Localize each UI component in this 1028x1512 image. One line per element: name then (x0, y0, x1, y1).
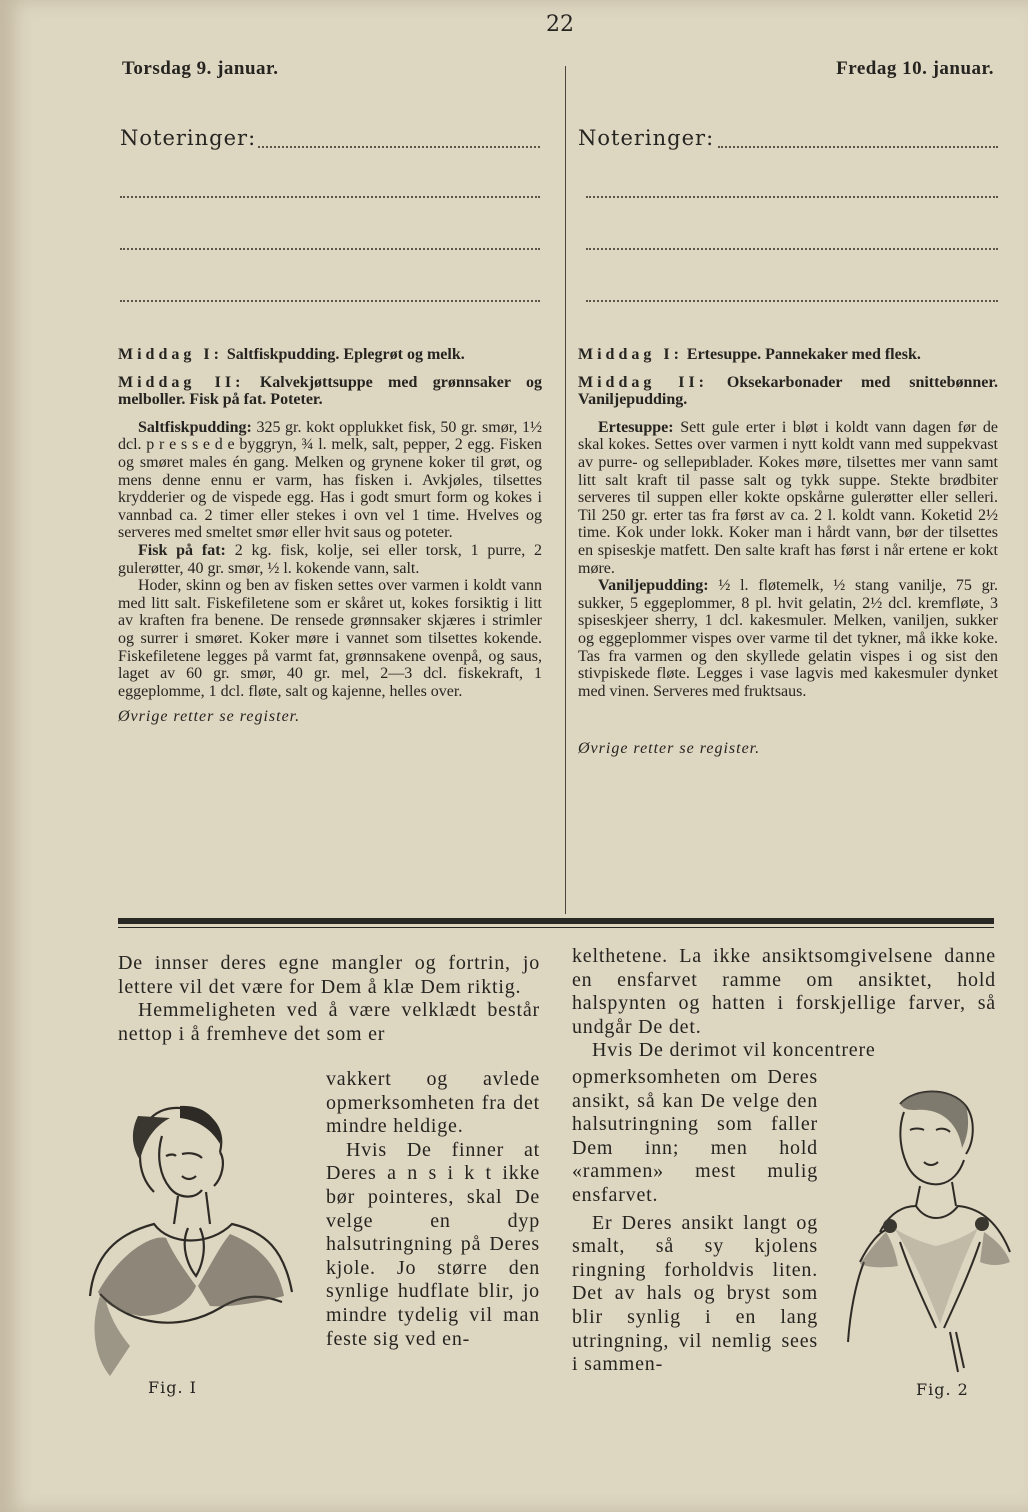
notes-right (578, 126, 714, 150)
fig-2-illustration (840, 1082, 1028, 1382)
menu-1-left: Middag I: Saltfiskpudding. Eplegrøt og melk. (118, 346, 465, 363)
recipe-ertesuppe: Ertesuppe: Sett gule erter i bløt i koldt vann dagen før de skal kokes. Settes over varmen i nytt koldt vann med suppekvast av purre- og sellериblader. Kokes møre, tilsettes mer vann samt litt salt kraft til passe salt og tykk suppe. Stekte brødbiter serveres til suppen eller kokte opskårne gulerøtter eller selleri. Til 250 gr. erter tas fra først av ca. 2 l. koldt vann. Koketid 2½ time. Kok under lokk. Koker man i hårdt vann, bør der tilsettes en spiseskje matfett. Den salte kraft has først i når ertene er kokt møre. (578, 418, 999, 577)
article-paragraph: vakkert og avlede opmerksomheten fra det mindre heldige. (326, 1068, 540, 1138)
notes-left (120, 126, 256, 150)
article-paragraph: Hvis De finner at Deres a n s i k t ikke bør pointeres, skal De velge en dyp halsutringning på Deres kjole. Jo større den synlige hudflate blir, jo mindre tydelig vil man feste sig ved en- (326, 1138, 540, 1350)
article-paragraph: De innser deres egne mangler og fortrin, jo lettere vil det være for Dem å klæ Dem riktig. (118, 952, 540, 998)
article-paragraph: kelthetene. La ikke ansiktsomgivelsene danne en ensfarvet ramme om ansiktet, hold halspynten og hatten i forskjellige farver, så undgår De det. (572, 945, 996, 1038)
article-col-2 (572, 945, 996, 1063)
column-divider (565, 66, 566, 914)
notes-label-left: Noteringer: (120, 126, 257, 150)
fig-1-illustration (70, 1096, 320, 1386)
article-paragraph: Hemmeligheten ved å være velklædt består nettop i å fremheve det som er (118, 999, 540, 1045)
section-rule (118, 918, 994, 924)
notes-line[interactable] (586, 300, 998, 302)
article-col-1 (118, 952, 540, 1046)
article-col-1-wrap (326, 1068, 540, 1351)
menu-2-right: Middag II: Oksekarbonader med snittebønner. Vaniljepudding. (578, 373, 998, 409)
footer-left: Øvrige retter se register. (118, 708, 301, 726)
article-paragraph: Er Deres ansikt langt og smalt, så sy kjolens ringning forholdvis liten. Det av hals og bryst som blir synlig i en lang utringning, vil nemlig sees i sammen- (572, 1211, 818, 1376)
recipe-fisk-pa-fat-method: Hoder, skinn og ben av fisken settes over varmen i koldt vann med litt salt. Fiskefiletene som er skåret ut, kokes forsiktig i litt av kraften fra benene. De rensede grønnsaker skjæres i strimler og surrer i smøret. Koker møre i vannet som tilsettes kokende. Fiskefiletene legges på varmt fat, grønnsakene ovenpå, og saus, laget av 60 gr. smør, 40 gr. mel, 2—3 dcl. fiskekraft, 1 eggeplomme, 1 dcl. fløte, salt og kajenne, helles over. (118, 577, 542, 700)
recipes-right (578, 346, 998, 758)
menu-1-right: Middag I: Ertesuppe. Pannekaker med flesk. (578, 346, 921, 363)
recipe-fisk-pa-fat: Fisk på fat: 2 kg. fisk, kolje, sei eller torsk, 1 purre, 2 gulerøtter, 40 gr. smør, ½ l. kokende vann, salt. (118, 541, 543, 577)
notes-line[interactable] (120, 196, 540, 198)
recipes-left (118, 346, 542, 726)
article-col-2-wrap (572, 1066, 818, 1377)
notes-label-right: Noteringer: (578, 126, 715, 150)
menu-2-left: Middag II: Kalvekjøttsuppe med grønnsaker og melboller. Fisk på fat. Poteter. (118, 373, 542, 409)
recipe-vaniljepudding: Vaniljepudding: ½ l. fløtemelk, ½ stang vanilje, 75 gr. sukker, 5 eggeplommer, 8 pl. hvit gelatin, 2½ dcl. kremfløte, 3 spiseskjeer sherry, 1 dcl. kakesmuler. Melken, vaniljen, sukker og eggeplommer vispes over varme til det tykner, må ikke koke. Tas fra varmen og den skyllede gelatin vispes i og sist den stivpiskede fløte. Legges i vase lagvis med kakesmuler dynket med vinen. Serveres med fruktsaus. (578, 577, 999, 700)
notes-line[interactable] (120, 248, 540, 250)
fig-2-caption: Fig. 2 (916, 1380, 969, 1399)
recipe-saltfiskpudding: Saltfiskpudding: 325 gr. kokt opplukket fisk, 50 gr. smør, 1½ dcl. p r e s s e d e byggryn, ¾ l. melk, salt, pepper, 2 egg. Fisken og smøret males én gang. Melken og grynene koker til grøt, og mens denne ennu er varm, has fisken i. Avkjøles, tilsettes krydderier og de vispede egg. Has i godt smurt form og kokes i vannbad ca. 2 timer eller stekes i ovn vel 1 time. Hvelves og serveres med smeltet smør eller hvit saus og poteter. (118, 418, 543, 542)
notes-line[interactable] (586, 196, 998, 198)
page-number: 22 (546, 12, 574, 37)
notes-line[interactable] (258, 146, 540, 148)
notes-line[interactable] (120, 300, 540, 302)
article-paragraph: Hvis De derimot vil koncentrere (592, 1039, 876, 1062)
article-paragraph: opmerksomheten om Deres ansikt, så kan De velge den halsutringning som faller Dem inn; men hold «rammen» mest mulig ensfarvet. (572, 1066, 818, 1206)
date-thursday: Torsdag 9. januar. (122, 58, 279, 79)
notes-line[interactable] (718, 146, 998, 148)
date-friday: Fredag 10. januar. (836, 58, 994, 79)
footer-right: Øvrige retter se register. (578, 740, 761, 758)
fig-1-caption: Fig. I (148, 1378, 197, 1397)
notes-line[interactable] (586, 248, 998, 250)
section-rule-thin (118, 927, 994, 928)
